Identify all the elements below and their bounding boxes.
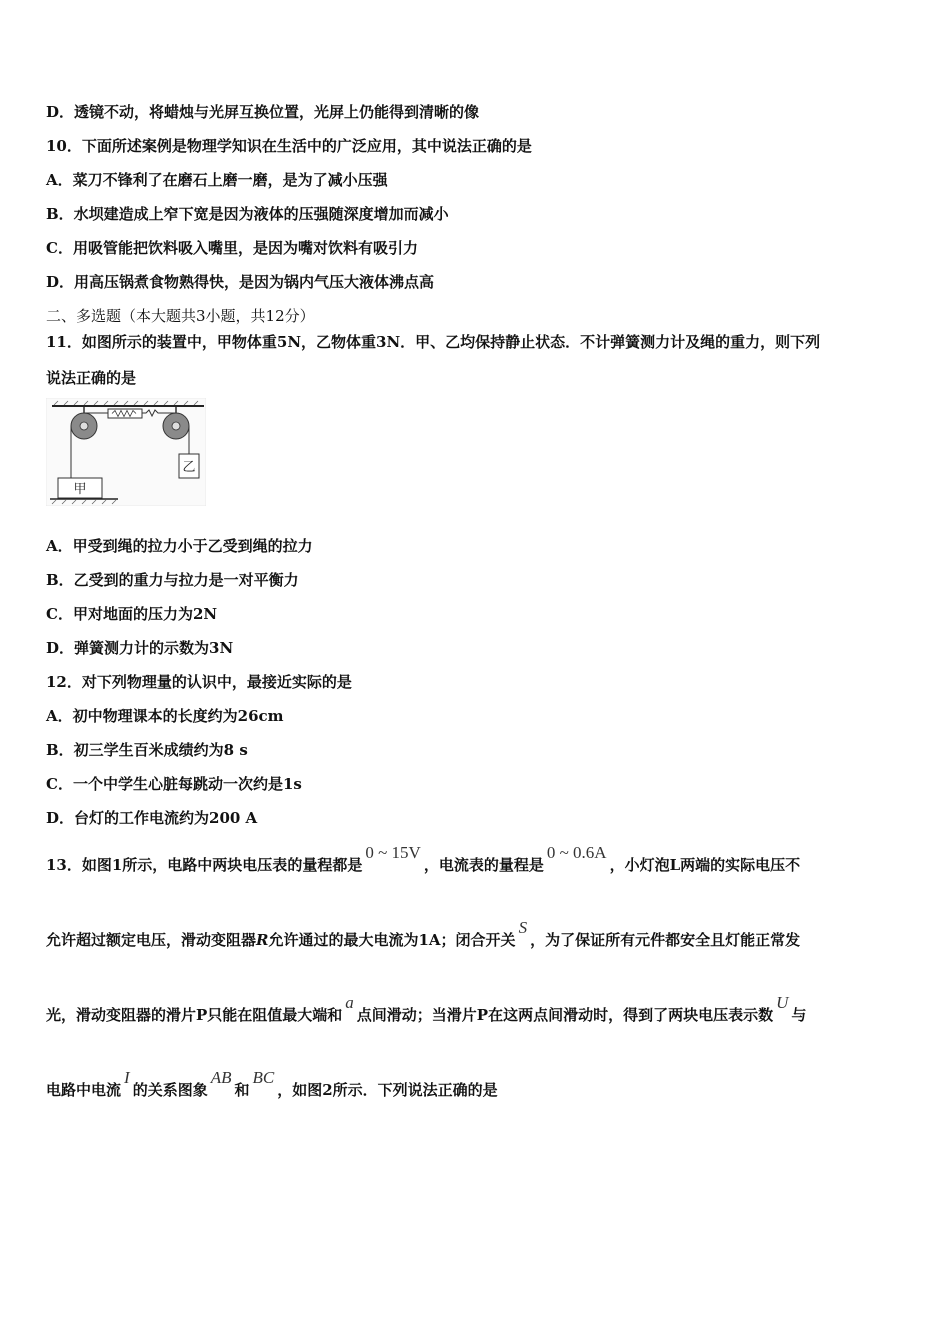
q13-text: ，电流表的量程是 <box>423 856 544 874</box>
math-current-i: I <box>124 1068 130 1087</box>
math-point-a: a <box>345 993 354 1012</box>
section-heading: 二、多选题（本大题共3小题，共12分） <box>46 307 315 325</box>
q11-option-c: C．甲对地面的压力为2N <box>46 605 218 623</box>
q13-text: 允许超过额定电压，滑动变阻器 <box>46 931 257 949</box>
q13-text: 点间滑动；当滑片P在这两点间滑动时，得到了两块电压表示数 <box>356 1006 774 1024</box>
label-jia: 甲 <box>73 482 87 497</box>
q11-stem-line2: 说法正确的是 <box>46 369 137 387</box>
q10-option-c: C．用吸管能把饮料吸入嘴里，是因为嘴对饮料有吸引力 <box>46 239 418 257</box>
q13-text: ，如图2所示．下列说法正确的是 <box>277 1081 498 1099</box>
q12-option-a: A．初中物理课本的长度约为26cm <box>46 707 284 725</box>
math-current-range: 0 ~ 0.6A <box>546 843 607 862</box>
q13-line1 <box>46 843 801 875</box>
symbol-r: R <box>256 931 269 949</box>
q13-text: ，小灯泡L两端的实际电压不 <box>609 856 801 874</box>
math-graph-ab: AB <box>210 1068 232 1087</box>
math-voltage-range: 0 ~ 15V <box>365 843 421 862</box>
label-yi: 乙 <box>182 460 196 475</box>
q12-option-d: D．台灯的工作电流约为200 A <box>46 809 258 827</box>
q9-option-d: D．透镜不动，将蜡烛与光屏互换位置，光屏上仍能得到清晰的像 <box>46 103 480 121</box>
q11-option-b: B．乙受到的重力与拉力是一对平衡力 <box>46 571 299 589</box>
q11-option-a: A．甲受到绳的拉力小于乙受到绳的拉力 <box>46 537 313 555</box>
q13-line3 <box>46 993 807 1025</box>
q13-text: 13．如图1所示，电路中两块电压表的量程都是 <box>46 856 363 874</box>
pulley-figure <box>46 398 206 506</box>
q12-stem: 12．对下列物理量的认识中，最接近实际的是 <box>46 673 352 691</box>
q13-text: 的关系图象 <box>132 1081 208 1099</box>
q11-option-d: D．弹簧测力计的示数为3N <box>46 639 234 657</box>
math-voltage-u: U <box>776 993 789 1012</box>
q13-line2 <box>46 918 801 950</box>
q13-text: 和 <box>234 1081 250 1099</box>
q12-option-c: C．一个中学生心脏每跳动一次约是1s <box>46 775 302 793</box>
q13-text: 电路中电流 <box>46 1081 122 1099</box>
q11-stem-line1: 11．如图所示的装置中，甲物体重5N，乙物体重3N．甲、乙均保持静止状态．不计弹簧测力计及绳的重力，则下列 <box>46 333 821 351</box>
q10-stem: 10．下面所述案例是物理学知识在生活中的广泛应用，其中说法正确的是 <box>46 137 532 155</box>
q13-text: ，为了保证所有元件都安全且灯能正常发 <box>530 931 801 949</box>
q13-text: 与 <box>791 1006 807 1024</box>
q10-option-b: B．水坝建造成上窄下宽是因为液体的压强随深度增加而减小 <box>46 205 449 223</box>
spring-scale <box>108 409 142 418</box>
math-switch-s: S <box>518 918 528 937</box>
q13-line4 <box>46 1068 498 1100</box>
q10-option-a: A．菜刀不锋利了在磨石上磨一磨，是为了减小压强 <box>46 171 388 189</box>
q13-text: 光，滑动变阻器的滑片P只能在阻值最大端和 <box>46 1006 343 1024</box>
q12-option-b: B．初三学生百米成绩约为8 s <box>46 741 248 759</box>
q10-option-d: D．用高压锅煮食物熟得快，是因为锅内气压大液体沸点高 <box>46 273 435 291</box>
math-graph-bc: BC <box>252 1068 275 1087</box>
q13-text: 允许通过的最大电流为1A；闭合开关 <box>268 931 516 949</box>
